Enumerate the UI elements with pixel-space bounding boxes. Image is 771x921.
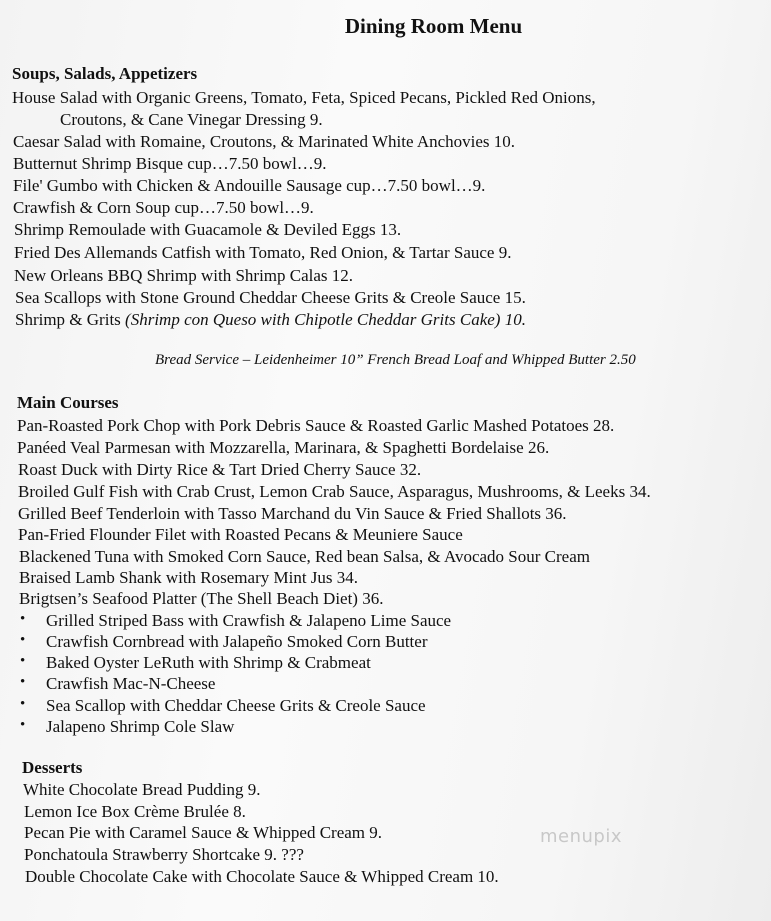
- menu-item: Sea Scallops with Stone Ground Cheddar Cheese Grits & Creole Sauce 15.: [15, 288, 526, 307]
- menu-item: Blackened Tuna with Smoked Corn Sauce, Red bean Salsa, & Avocado Sour Cream: [19, 547, 590, 566]
- menu-item: Butternut Shrimp Bisque cup…7.50 bowl…9.: [13, 154, 327, 173]
- menu-item: Panéed Veal Parmesan with Mozzarella, Marinara, & Spaghetti Bordelaise 26.: [17, 438, 550, 457]
- platter-item: Baked Oyster LeRuth with Shrimp & Crabmeat: [46, 653, 371, 672]
- menu-item: Croutons, & Cane Vinegar Dressing 9.: [60, 110, 323, 129]
- menu-item: Grilled Beef Tenderloin with Tasso Marchand du Vin Sauce & Fried Shallots 36.: [18, 504, 567, 523]
- platter-item: Crawfish Cornbread with Jalapeño Smoked Corn Butter: [46, 632, 428, 651]
- platter-item: Crawfish Mac-N-Cheese: [46, 674, 216, 693]
- watermark-logo: menupix: [540, 826, 623, 847]
- menu-item: New Orleans BBQ Shrimp with Shrimp Calas 12.: [14, 266, 354, 285]
- bullet-icon: •: [20, 611, 26, 627]
- menu-item: Lemon Ice Box Crème Brulée 8.: [24, 802, 246, 821]
- menu-item: Fried Des Allemands Catfish with Tomato, Red Onion, & Tartar Sauce 9.: [14, 243, 512, 262]
- bread-service-note: Bread Service – Leidenheimer 10” French Bread Loaf and Whipped Butter 2.50: [155, 352, 636, 368]
- menu-item: Broiled Gulf Fish with Crab Crust, Lemon Crab Sauce, Asparagus, Mushrooms, & Leeks 34.: [18, 482, 651, 501]
- menu-item: House Salad with Organic Greens, Tomato, Feta, Spiced Pecans, Pickled Red Onions,: [12, 88, 596, 107]
- menu-item: Shrimp Remoulade with Guacamole & Deviled Eggs 13.: [14, 220, 402, 239]
- section-heading-mains: Main Courses: [17, 393, 119, 412]
- menu-item: Double Chocolate Cake with Chocolate Sauce & Whipped Cream 10.: [25, 867, 499, 886]
- menu-item: [15, 309, 526, 331]
- menu-item: Caesar Salad with Romaine, Croutons, & Marinated White Anchovies 10.: [13, 132, 516, 151]
- menu-item: White Chocolate Bread Pudding 9.: [23, 780, 261, 799]
- platter-item: Grilled Striped Bass with Crawfish & Jalapeno Lime Sauce: [46, 611, 452, 630]
- menu-item: Roast Duck with Dirty Rice & Tart Dried Cherry Sauce 32.: [18, 460, 422, 479]
- menu-item: Pan-Fried Flounder Filet with Roasted Pecans & Meuniere Sauce: [18, 525, 463, 544]
- platter-item: Sea Scallop with Cheddar Cheese Grits & Creole Sauce: [46, 696, 426, 715]
- section-heading-desserts: Desserts: [22, 758, 83, 777]
- bullet-icon: •: [20, 632, 26, 648]
- bullet-icon: •: [20, 717, 26, 733]
- menu-item-note: (Shrimp con Queso with Chipotle Cheddar Grits Cake) 10.: [125, 310, 526, 329]
- menu-item: Crawfish & Corn Soup cup…7.50 bowl…9.: [13, 198, 314, 217]
- menu-item: Pecan Pie with Caramel Sauce & Whipped Cream 9.: [24, 823, 383, 842]
- menu-item: Ponchatoula Strawberry Shortcake 9. ???: [24, 845, 304, 864]
- menu-item: Braised Lamb Shank with Rosemary Mint Jus 34.: [19, 568, 359, 587]
- menu-item-name: Shrimp & Grits: [15, 310, 126, 329]
- menu-item: File' Gumbo with Chicken & Andouille Sausage cup…7.50 bowl…9.: [13, 176, 486, 195]
- menu-item: Brigtsen’s Seafood Platter (The Shell Beach Diet) 36.: [19, 589, 384, 608]
- bullet-icon: •: [20, 674, 26, 690]
- menu-title: Dining Room Menu: [344, 14, 523, 38]
- section-heading-soups: Soups, Salads, Appetizers: [12, 64, 198, 83]
- bullet-icon: •: [20, 653, 26, 669]
- menu-item: Pan-Roasted Pork Chop with Pork Debris Sauce & Roasted Garlic Mashed Potatoes 28.: [17, 416, 615, 435]
- bullet-icon: •: [20, 696, 26, 712]
- platter-item: Jalapeno Shrimp Cole Slaw: [46, 717, 235, 736]
